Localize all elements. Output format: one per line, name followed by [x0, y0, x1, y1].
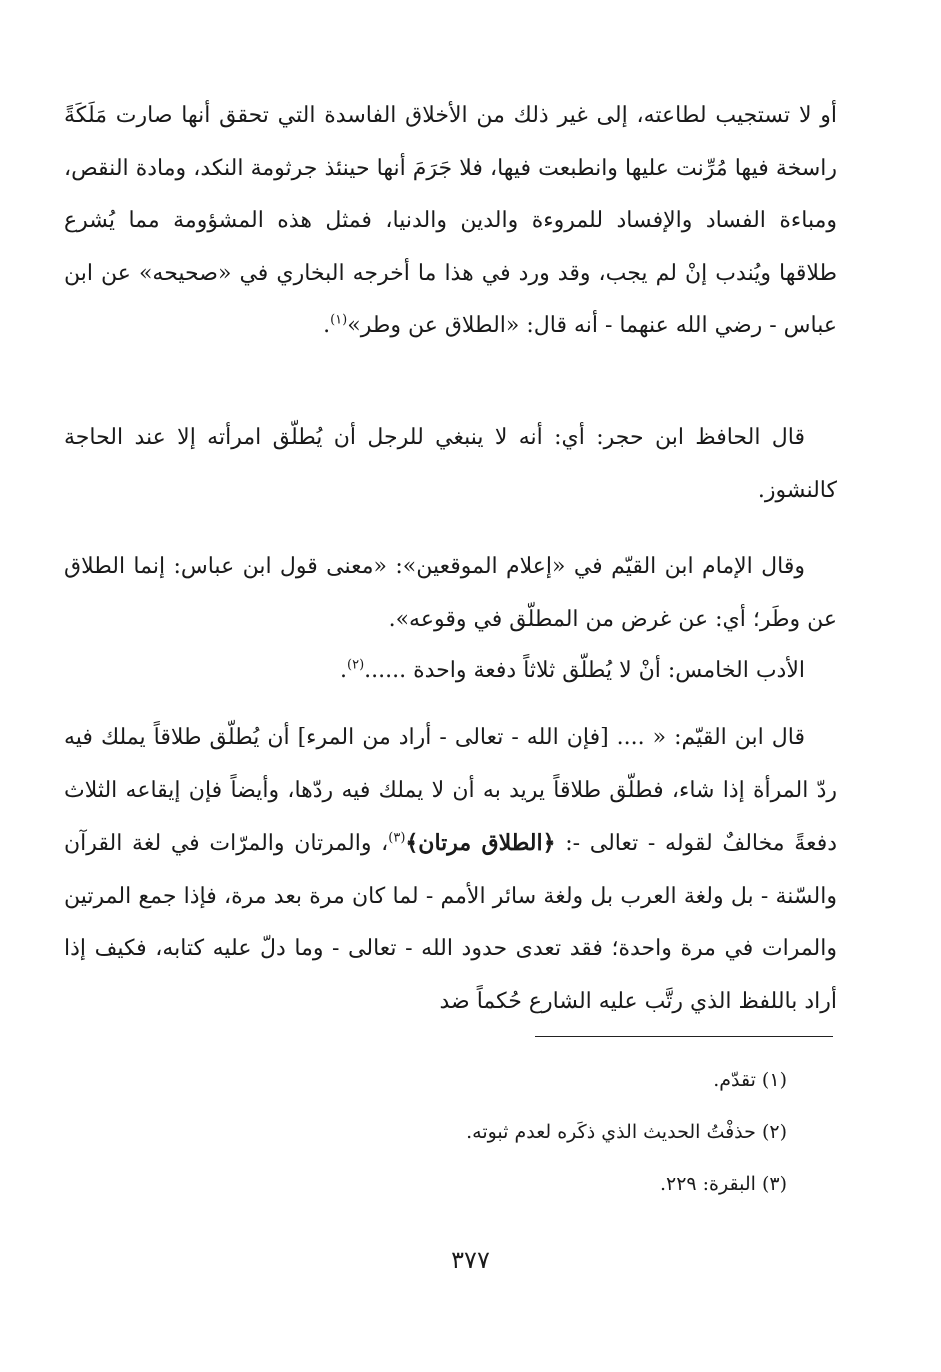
paragraph-5-text-a: قال ابن القيّم: « .... [فإن الله - تعالى - أراد من المرء] أن يُطلّق طلاقاً يملك فيه ردّ المرأة إذا شاء، فطلّق طلاقاً يريد به أن لا يملك فيه ردّها، وأيضاً فإن إيقاعه الثلاث دفعةً مخالفٌ لقوله - تعالى -: [64, 725, 838, 856]
footnote-divider [535, 1036, 833, 1037]
paragraph-1-text: أو لا تستجيب لطاعته، إلى غير ذلك من الأخلاق الفاسدة التي تحقق أنها صارت مَلَكَةً راسخة فيها مُرِّنت عليها وانطبعت فيها، فلا جَرَمَ أنها حينئذ جرثومة النكد، ومادة النقص، ومباءة الفساد والإفساد للمروءة والدين والدنيا، فمثل هذه المشؤومة مما يُشرع طلاقها ويُندب إنْ لم يجب، وقد ورد في هذا ما أخرجه البخاري في «صحيحه» عن ابن عباس - رضي الله عنهما - أنه قال: «الطلاق عن وطر» [64, 103, 838, 338]
paragraph-2: قال الحافظ ابن حجر: أي: أنه لا ينبغي للرجل أن يُطلّق امرأته إلا عند الحاجة كالنشوز. [64, 425, 837, 503]
paragraph-5-text-b: ، والمرتان والمرّات في لغة القرآن والسّنة - بل ولغة العرب بل ولغة سائر الأمم - لما كان مرة بعد مرة، فإذا جمع المرتين والمرات في مرة واحدة؛ فقد تعدى حدود الله - تعالى - وما دلّ عليه كتابه، فكيف إذا أراد باللفظ الذي رتَّب عليه الشارع حُكماً ضد [64, 831, 837, 1014]
page-number: ٣٧٧ [451, 1246, 490, 1274]
footnote-2: (٢) حذفْتُ الحديث الذي ذكَره لعدم ثبوته. [466, 1121, 787, 1143]
paragraph-5 [64, 712, 837, 1028]
paragraph-1-end: . [323, 313, 331, 338]
paragraph-4-text: الأدب الخامس: أنْ لا يُطلّق ثلاثاً دفعة واحدة ...... [364, 658, 805, 683]
quran-verse: ﴿الطلاق مرتان﴾ [405, 830, 556, 856]
paragraph-4-end: . [340, 658, 347, 683]
paragraph-1 [64, 90, 837, 353]
footnote-1: (١) تقدّم. [713, 1069, 787, 1091]
footnote-ref-3: (٣) [388, 830, 406, 846]
footnote-3: (٣) البقرة: ٢٢٩. [659, 1173, 787, 1195]
paragraph-3: وقال الإمام ابن القيّم في «إعلام الموقعين»: «معنى قول ابن عباس: إنما الطلاق عن وطَر؛ أي: عن غرض من المطلّق في وقوعه». [64, 554, 837, 632]
paragraph-4 [64, 645, 837, 698]
footnote-ref-1: (١) [330, 312, 348, 328]
footnote-ref-2: (٢) [347, 657, 365, 673]
